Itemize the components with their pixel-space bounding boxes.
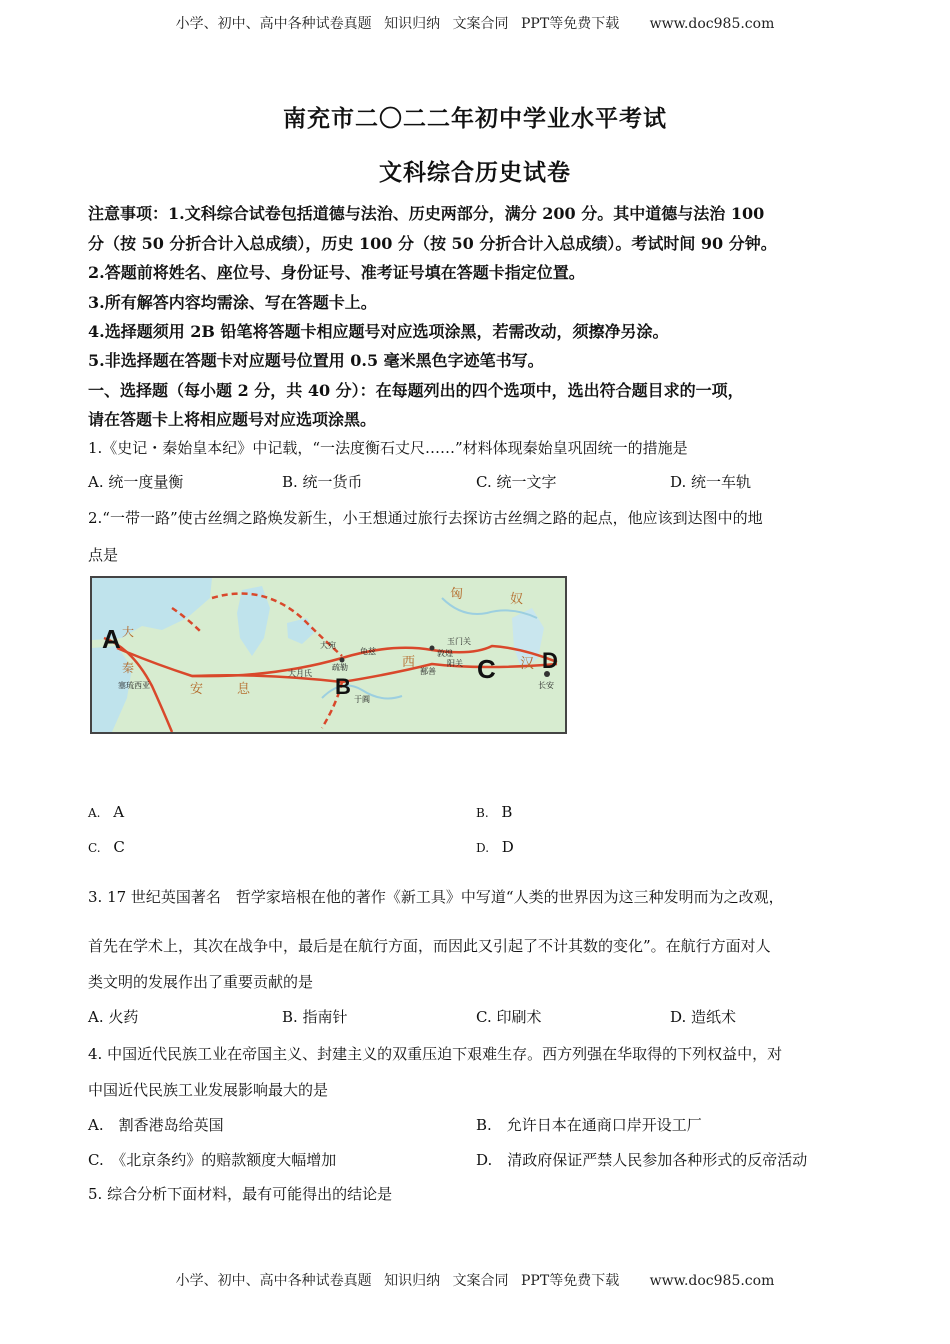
- header-text-2: 知识归纳: [384, 16, 441, 32]
- q1-option-c[interactable]: C. 统一文字: [476, 473, 557, 491]
- footer-text-4: PPT等免费下载: [521, 1273, 620, 1289]
- option-letter: B.: [476, 806, 489, 820]
- q2-option-a[interactable]: [88, 803, 124, 821]
- note-line: 3.所有解答内容均需涂、写在答题卡上。: [88, 293, 377, 312]
- map-region-qin: 秦: [122, 661, 135, 675]
- page-header: [0, 13, 950, 33]
- note-line: 2.答题前将姓名、座位号、身份证号、准考证号填在答题卡指定位置。: [88, 263, 585, 282]
- header-url[interactable]: www.doc985.com: [649, 16, 775, 32]
- map-region-han: 汉: [520, 656, 534, 672]
- question-5-stem: 5. 综合分析下面材料，最有可能得出的结论是: [88, 1185, 393, 1203]
- map-region-xiong: 匈: [450, 587, 464, 602]
- question-4-stem: 中国近代民族工业发展影响最大的是: [88, 1081, 329, 1099]
- option-text: C: [113, 838, 125, 856]
- map-city: 鄯善: [420, 667, 436, 676]
- q4-option-b[interactable]: B. 允许日本在通商口岸开设工厂: [476, 1116, 702, 1134]
- q2-option-c[interactable]: [88, 838, 125, 856]
- note-line: 注意事项：1.文科综合试卷包括道德与法治、历史两部分，满分 200 分。其中道德与法治 100: [88, 204, 765, 223]
- q1-option-d[interactable]: D. 统一车轨: [670, 473, 752, 491]
- q3-option-d[interactable]: D. 造纸术: [670, 1008, 737, 1026]
- map-region-xi: 息: [237, 682, 251, 697]
- map-city: 大宛: [320, 641, 336, 650]
- option-letter: D.: [476, 841, 490, 855]
- question-3-stem: 首先在学术上，其次在战争中，最后是在航行方面，而因此又引起了不计其数的变化”。在航行方面对人: [88, 937, 771, 955]
- note-line: 4.选择题须用 2B 铅笔将答题卡相应题号对应选项涂黑，若需改动，须擦净另涂。: [88, 322, 669, 341]
- page-footer: [0, 1270, 950, 1290]
- question-3-stem: 3. 17 世纪英国著名 哲学家培根在他的著作《新工具》中写道“人类的世界因为这三种发明而为之改观，: [88, 888, 784, 906]
- map-city: 于阗: [354, 695, 370, 704]
- map-region-an: 安: [190, 682, 204, 697]
- header-text-3: 文案合同: [452, 16, 509, 32]
- map-city: 玉门关: [447, 637, 471, 646]
- map-label-d: D: [542, 648, 558, 673]
- silk-road-map-svg: [92, 578, 565, 732]
- q4-option-c[interactable]: C. 《北京条约》的赔款额度大幅增加: [88, 1151, 337, 1169]
- header-text-1: 小学、初中、高中各种试卷真题: [175, 16, 372, 32]
- section-heading: 请在答题卡上将相应题号对应选项涂黑。: [88, 410, 377, 429]
- q3-option-a[interactable]: A. 火药: [88, 1008, 139, 1026]
- q3-option-b[interactable]: B. 指南针: [282, 1008, 348, 1026]
- map-city: 长安: [538, 681, 554, 690]
- q1-option-b[interactable]: B. 统一货币: [282, 473, 363, 491]
- silk-road-map: [90, 576, 567, 734]
- map-city: 阳关: [447, 659, 463, 668]
- map-region-nu: 奴: [510, 592, 524, 607]
- note-line: 分（按 50 分折合计入总成绩），历史 100 分（按 50 分折合计入总成绩）。考试时间 90 分钟。: [88, 234, 777, 253]
- map-city: 敦煌: [437, 649, 453, 658]
- exam-title: 南充市二〇二二年初中学业水平考试: [283, 105, 667, 132]
- map-label-b: B: [335, 674, 351, 699]
- option-letter: C.: [88, 841, 101, 855]
- q2-option-b[interactable]: [476, 803, 512, 821]
- option-text: D: [501, 838, 514, 856]
- map-region-da: 大: [122, 625, 135, 639]
- question-1-stem: 1.《史记・秦始皇本纪》中记载，“一法度衡石丈尺……”材料体现秦始皇巩固统一的措施是: [88, 439, 688, 457]
- question-2-stem: 点是: [88, 546, 119, 564]
- header-text-4: PPT等免费下载: [521, 16, 620, 32]
- option-letter: A.: [88, 806, 101, 820]
- q1-option-a[interactable]: A. 统一度量衡: [88, 473, 184, 491]
- map-city: 疏勒: [332, 663, 348, 672]
- map-city: 塞琉西亚: [118, 681, 150, 690]
- exam-subtitle: 文科综合历史试卷: [379, 159, 571, 186]
- q4-option-d[interactable]: D. 清政府保证严禁人民参加各种形式的反帝活动: [476, 1151, 808, 1169]
- option-text: A: [113, 803, 125, 821]
- question-2-stem: 2.“一带一路”使古丝绸之路焕发新生，小王想通过旅行去探访古丝绸之路的起点，他应该到达图中的地: [88, 509, 763, 527]
- section-heading: 一、选择题（每小题 2 分，共 40 分）：在每题列出的四个选项中，选出符合题目求的一项，: [88, 381, 744, 400]
- map-label-a: A: [102, 624, 121, 654]
- footer-text-1: 小学、初中、高中各种试卷真题: [175, 1273, 372, 1289]
- q3-option-c[interactable]: C. 印刷术: [476, 1008, 542, 1026]
- footer-url[interactable]: www.doc985.com: [649, 1273, 775, 1289]
- question-4-stem: 4. 中国近代民族工业在帝国主义、封建主义的双重压迫下艰难生存。西方列强在华取得的下列权益中，对: [88, 1045, 783, 1063]
- q4-option-a[interactable]: A. 割香港岛给英国: [88, 1116, 224, 1134]
- note-line: 5.非选择题在答题卡对应题号位置用 0.5 毫米黑色字迹笔书写。: [88, 351, 544, 370]
- q2-option-d[interactable]: [476, 838, 514, 856]
- map-region-xi2: 西: [402, 655, 416, 670]
- footer-text-3: 文案合同: [452, 1273, 509, 1289]
- map-city: 龟兹: [360, 647, 376, 656]
- option-text: B: [501, 803, 513, 821]
- map-city: 大月氏: [288, 669, 312, 678]
- map-label-c: C: [477, 654, 496, 684]
- footer-text-2: 知识归纳: [384, 1273, 441, 1289]
- question-3-stem: 类文明的发展作出了重要贡献的是: [88, 973, 314, 991]
